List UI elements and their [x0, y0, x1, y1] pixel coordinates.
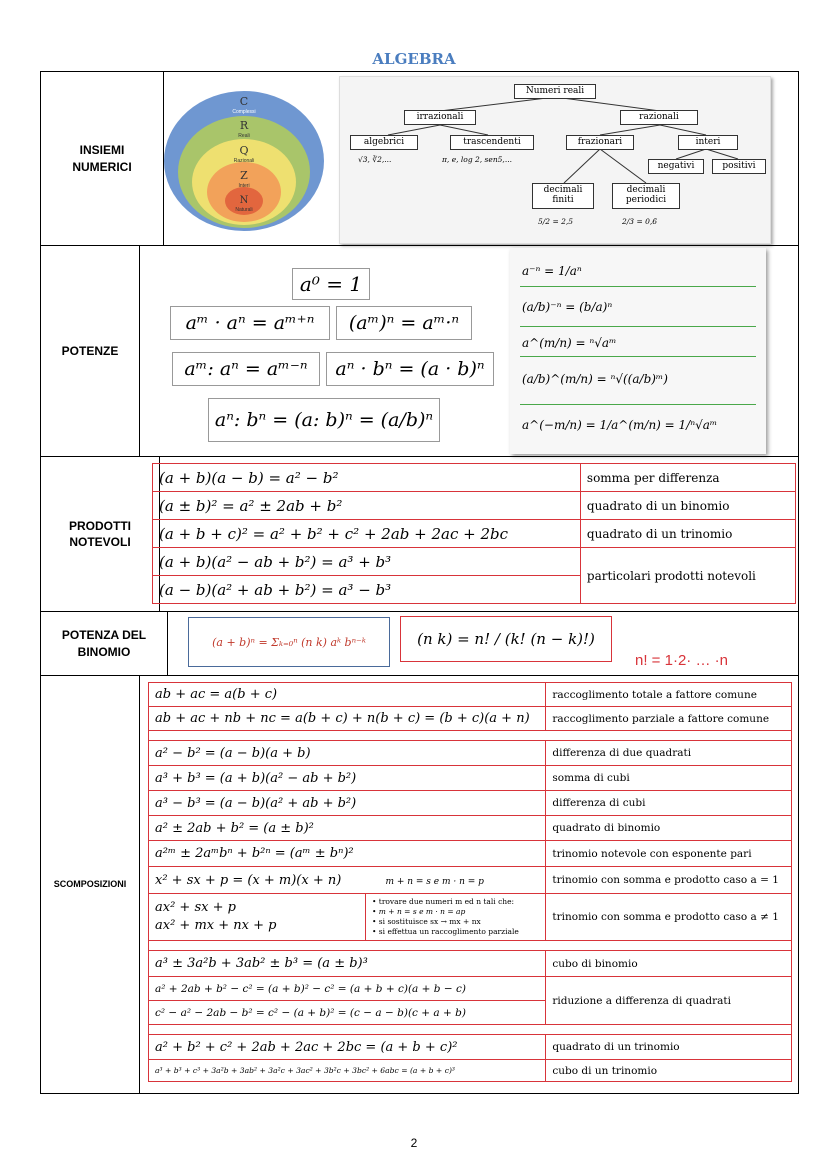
factorization-table: [148, 682, 792, 1082]
set-n-name: Naturali: [235, 207, 253, 213]
set-z-letter: Z: [240, 169, 248, 182]
table-row: [149, 707, 792, 731]
set-n-letter: N: [239, 195, 249, 206]
formula-cell: a² + 2ab + b² − c² = (a + b)² − c² = (a + b + c)(a + b − c): [149, 977, 546, 1001]
formula-line-1: ax² + sx + p: [155, 900, 236, 916]
formula-cell: a² ± 2ab + b² = (a ± b)²: [149, 816, 546, 841]
section-body: [140, 457, 798, 611]
newton-binomial-formula: (a + b)ⁿ = Σₖ₌₀ⁿ (n k) aᵏ bⁿ⁻ᵏ: [188, 617, 390, 667]
tree-trascendenti-examples: π, e, log 2, sen5,...: [442, 155, 512, 164]
table-row: [149, 951, 792, 977]
description-cell: differenza di cubi: [546, 791, 792, 816]
divider: [520, 356, 756, 357]
description-cell: cubo di un trinomio: [546, 1060, 792, 1082]
bullet-item: • si sostituisce sx → mx + nx: [372, 917, 481, 926]
formula-cell: (a + b)(a² − ab + b²) = a³ + b³: [153, 548, 581, 576]
description-cell: differenza di due quadrati: [546, 741, 792, 766]
tree-node-frazionari: frazionari: [566, 135, 634, 150]
tree-node-decimali-finiti: decimali finiti: [532, 183, 594, 209]
spacer-row: [149, 941, 792, 951]
table-row: [149, 841, 792, 867]
power-rule-same-exponent-quotient: aⁿ: bⁿ = (a: b)ⁿ = (a/b)ⁿ: [208, 398, 440, 442]
number-sets-diagram: [162, 86, 332, 236]
section-label: PRODOTTI NOTEVOLI: [41, 457, 160, 611]
set-q-letter: Q: [239, 144, 249, 157]
tree-node-razionali: razionali: [620, 110, 698, 125]
tree-finiti-example: 5/2 = 2,5: [538, 217, 574, 226]
section-label: POTENZA DEL BINOMIO: [41, 612, 168, 675]
notable-products-table: [152, 463, 796, 604]
table-row: [149, 683, 792, 707]
formula-cell: a³ + b³ + c³ + 3a²b + 3ab² + 3a²c + 3ac² + 3b²c + 3bc² + 6abc = (a + b + c)³: [149, 1060, 546, 1082]
formula-cell: ab + ac = a(b + c): [149, 683, 546, 707]
tree-node-negativi: negativi: [648, 159, 704, 174]
tree-node-decimali-periodici: decimali periodici: [612, 183, 680, 209]
table-row: [149, 816, 792, 841]
description-cell: riduzione a differenza di quadrati: [546, 977, 792, 1025]
section-label: INSIEMI NUMERICI: [41, 72, 164, 245]
set-c-letter: C: [239, 95, 249, 108]
real-numbers-tree: [339, 76, 771, 244]
page-title: ALGEBRA: [372, 50, 456, 68]
bullet-item: • trovare due numeri m ed n tali che:: [372, 896, 515, 906]
divider: [520, 286, 756, 287]
power-rule-same-exponent-product: aⁿ · bⁿ = (a · b)ⁿ: [326, 352, 494, 386]
tree-node-irrazionali: irrazionali: [404, 110, 476, 125]
power-fraction-fractional-exponent: (a/b)^(m/n) = ⁿ√((a/b)ᵐ): [522, 372, 668, 386]
tree-node-trascendenti: trascendenti: [450, 135, 534, 150]
description-cell: quadrato di un trinomio: [546, 1035, 792, 1060]
set-r-name: Reali: [238, 133, 250, 139]
tree-node-positivi: positivi: [712, 159, 766, 174]
table-row: [149, 894, 792, 941]
section-insiemi-numerici: [40, 71, 799, 246]
description-cell: raccoglimento parziale a fattore comune: [546, 707, 792, 731]
formula-note: m + n = s e m · n = p: [385, 876, 484, 887]
description-cell: quadrato di un trinomio: [580, 520, 795, 548]
formula-cell: a³ − b³ = (a − b)(a² + ab + b²): [149, 791, 546, 816]
spacer-row: [149, 1025, 792, 1035]
negative-fractional-powers-panel: [510, 248, 766, 454]
set-q-name: Razionali: [233, 158, 255, 164]
tree-node-numeri-reali: Numeri reali: [514, 84, 596, 99]
tree-algebrici-examples: √3, ∛2,...: [358, 155, 392, 164]
section-body: [140, 612, 798, 675]
power-rule-quotient: aᵐ: aⁿ = aᵐ⁻ⁿ: [172, 352, 320, 386]
table-row: [149, 1060, 792, 1082]
description-cell: trinomio con somma e prodotto caso a = 1: [546, 867, 792, 894]
set-c-name: Complessi: [232, 109, 256, 115]
formula-cell: (a + b)(a − b) = a² − b²: [153, 464, 581, 492]
section-body: [140, 72, 798, 245]
table-row: [149, 741, 792, 766]
formula-cell: a² − b² = (a − b)(a + b): [149, 741, 546, 766]
tree-node-algebrici: algebrici: [350, 135, 418, 150]
section-body: [140, 246, 798, 456]
formula-cell: a³ ± 3a²b + 3ab² ± b³ = (a ± b)³: [149, 951, 546, 977]
section-potenza-binomio: [40, 611, 799, 676]
section-potenze: [40, 245, 799, 457]
formula-line-2: ax² + mx + nx + p: [155, 918, 277, 933]
description-cell: somma di cubi: [546, 766, 792, 791]
description-cell: trinomio con somma e prodotto caso a ≠ 1: [546, 894, 792, 941]
bullet-item: • m + n = s e m · n = ap: [372, 906, 466, 916]
spacer-row: [149, 731, 792, 741]
formula-cell: (a + b + c)² = a² + b² + c² + 2ab + 2ac + 2bc: [153, 520, 581, 548]
description-cell: somma per differenza: [580, 464, 795, 492]
section-scomposizioni: [40, 675, 799, 1094]
formula-text: x² + sx + p = (x + m)(x + n): [155, 872, 342, 888]
divider: [520, 326, 756, 327]
set-r-letter: R: [239, 119, 249, 132]
table-row: [149, 977, 792, 1001]
tree-node-interi: interi: [678, 135, 738, 150]
factorial-definition: n! = 1·2· … ·n: [635, 652, 728, 669]
table-row: [149, 1035, 792, 1060]
description-cell: cubo di binomio: [546, 951, 792, 977]
table-row: [153, 492, 796, 520]
table-row: [153, 520, 796, 548]
description-cell: particolari prodotti notevoli: [580, 548, 795, 604]
section-label: SCOMPOSIZIONI: [41, 676, 140, 1093]
power-rule-zero: a⁰ = 1: [292, 268, 370, 300]
power-fractional-exponent: a^(m/n) = ⁿ√aᵐ: [522, 336, 617, 350]
power-rule-product: aᵐ · aⁿ = aᵐ⁺ⁿ: [170, 306, 330, 340]
tree-periodici-example: 2/3 = 0,6̄: [622, 217, 658, 226]
section-prodotti-notevoli: [40, 456, 799, 612]
formula-cell: a³ + b³ = (a + b)(a² − ab + b²): [149, 766, 546, 791]
formula-cell: [149, 867, 546, 894]
section-body: [140, 676, 798, 1093]
description-cell: quadrato di un binomio: [580, 492, 795, 520]
description-cell: quadrato di binomio: [546, 816, 792, 841]
formula-cell: c² − a² − 2ab − b² = c² − (a + b)² = (c − a − b)(c + a + b): [149, 1001, 546, 1025]
formula-cell: (a − b)(a² + ab + b²) = a³ − b³: [153, 576, 581, 604]
bullet-item: • si effettua un raccoglimento parziale: [372, 927, 519, 937]
formula-cell: (a ± b)² = a² ± 2ab + b²: [153, 492, 581, 520]
power-negative-fractional-exponent: a^(−m/n) = 1/a^(m/n) = 1/ⁿ√aᵐ: [522, 418, 718, 432]
description-cell: raccoglimento totale a fattore comune: [546, 683, 792, 707]
formula-cell: a² + b² + c² + 2ab + 2ac + 2bc = (a + b + c)²: [149, 1035, 546, 1060]
power-negative-fraction: (a/b)⁻ⁿ = (b/a)ⁿ: [522, 300, 613, 314]
divider: [520, 404, 756, 405]
formula-cell: a²ᵐ ± 2aᵐbⁿ + b²ⁿ = (aᵐ ± bⁿ)²: [149, 841, 546, 867]
power-negative-exponent: a⁻ⁿ = 1/aⁿ: [522, 264, 582, 278]
section-label: POTENZE: [41, 246, 140, 456]
table-row: [149, 766, 792, 791]
description-cell: trinomio notevole con esponente pari: [546, 841, 792, 867]
formula-cell: [149, 894, 546, 941]
table-row: [153, 464, 796, 492]
page-number: 2: [410, 1136, 418, 1150]
binomial-coefficient-formula: (n k) = n! / (k! (n − k)!): [400, 616, 612, 662]
set-z-name: Interi: [238, 183, 250, 189]
table-row: [149, 791, 792, 816]
power-rule-power: (aᵐ)ⁿ = aᵐ·ⁿ: [336, 306, 472, 340]
table-row: [149, 867, 792, 894]
formula-cell: ab + ac + nb + nc = a(b + c) + n(b + c) = (b + c)(a + n): [149, 707, 546, 731]
table-row: [153, 548, 796, 576]
